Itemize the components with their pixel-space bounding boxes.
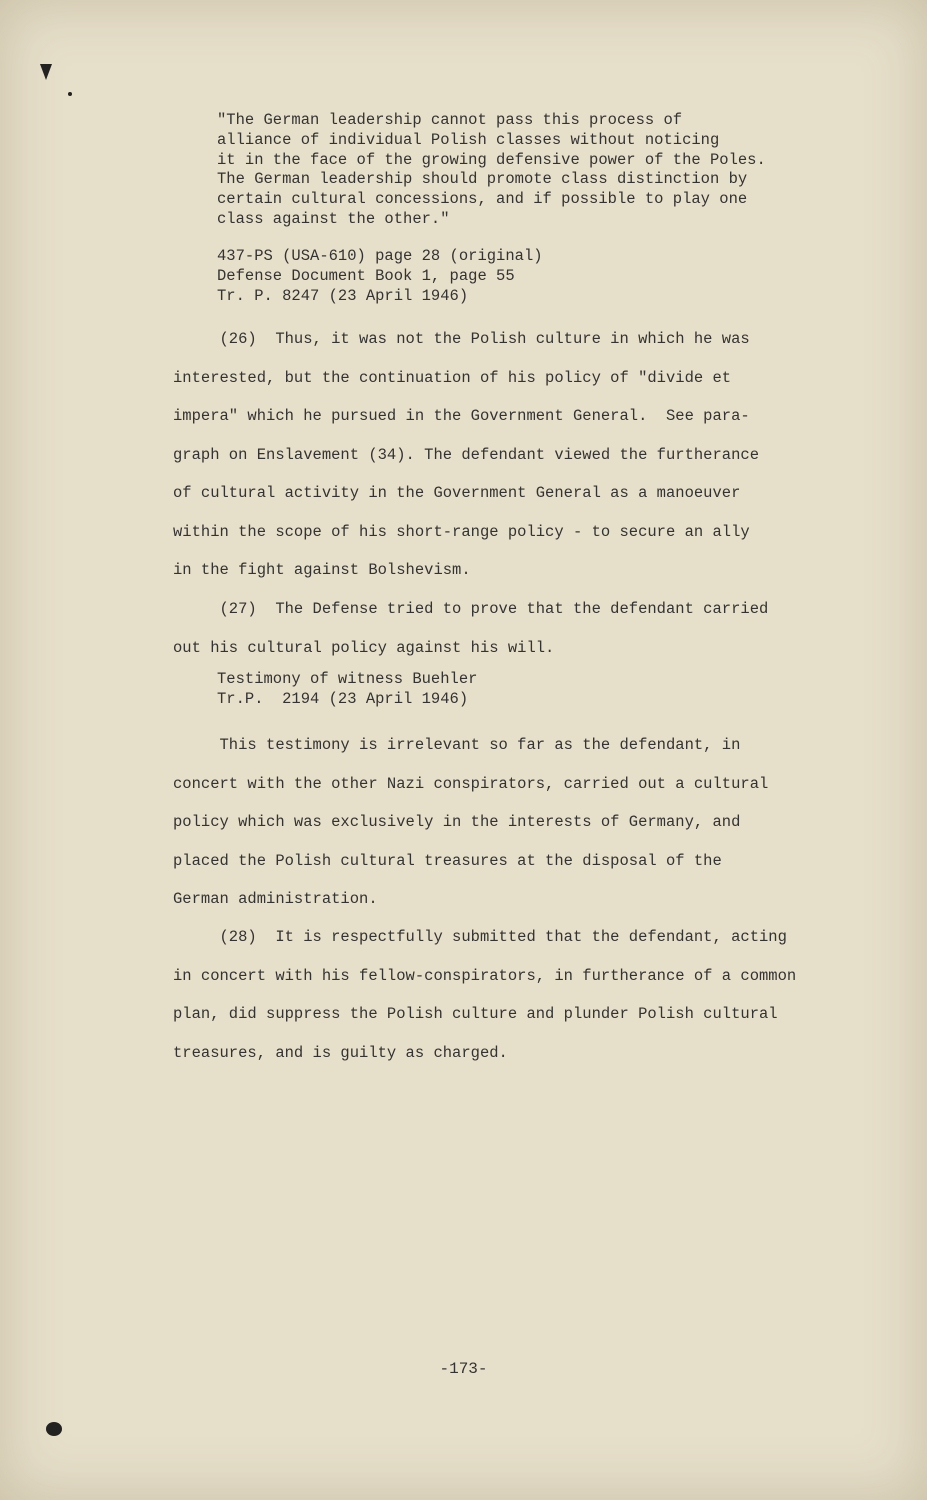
paragraph-28: (28) It is respectfully submitted that the defendant, acting in concert with his fellow-conspirators, in furtherance of a common plan, did suppress the Polish culture and plunder Polish cultural treasures, and is guilty as charged. bbox=[173, 928, 797, 1062]
page-number: -173- bbox=[439, 1360, 488, 1378]
citation-437-ps: 437-PS (USA-610) page 28 (original) Defense Document Book 1, page 55 Tr. P. 8247 (23 April 1946) bbox=[217, 247, 543, 305]
quoted-passage: "The German leadership cannot pass this process of alliance of individual Polish classes without noticing it in the face of the growing defensive power of the Poles. The German leadership should promote class distinction by certain cultural concessions, and if possible to play one class against the other." bbox=[217, 111, 766, 228]
paragraph-26: (26) Thus, it was not the Polish culture in which he was interested, but the continuation of his policy of "divide et impera" which he pursued in the Government General. See para- graph on Enslavement (34). The defendant viewed the furtherance of cultural activity in the Government General as a manoeuver within the scope of his short-range policy - to secure an ally in the fight against Bolshevism. bbox=[173, 330, 759, 579]
citation-buehler-testimony: Testimony of witness Buehler Tr.P. 2194 (23 April 1946) bbox=[217, 670, 478, 708]
paragraph-testimony-irrelevant: This testimony is irrelevant so far as the defendant, in concert with the other Nazi conspirators, carried out a cultural policy which was exclusively in the interests of Germany, and placed the Polish cultural treasures at the disposal of the German administration. bbox=[173, 736, 769, 908]
paragraph-27: (27) The Defense tried to prove that the defendant carried out his cultural policy against his will. bbox=[173, 600, 769, 657]
punch-mark bbox=[40, 64, 52, 80]
ink-dot bbox=[68, 92, 72, 96]
punch-hole bbox=[46, 1422, 62, 1436]
